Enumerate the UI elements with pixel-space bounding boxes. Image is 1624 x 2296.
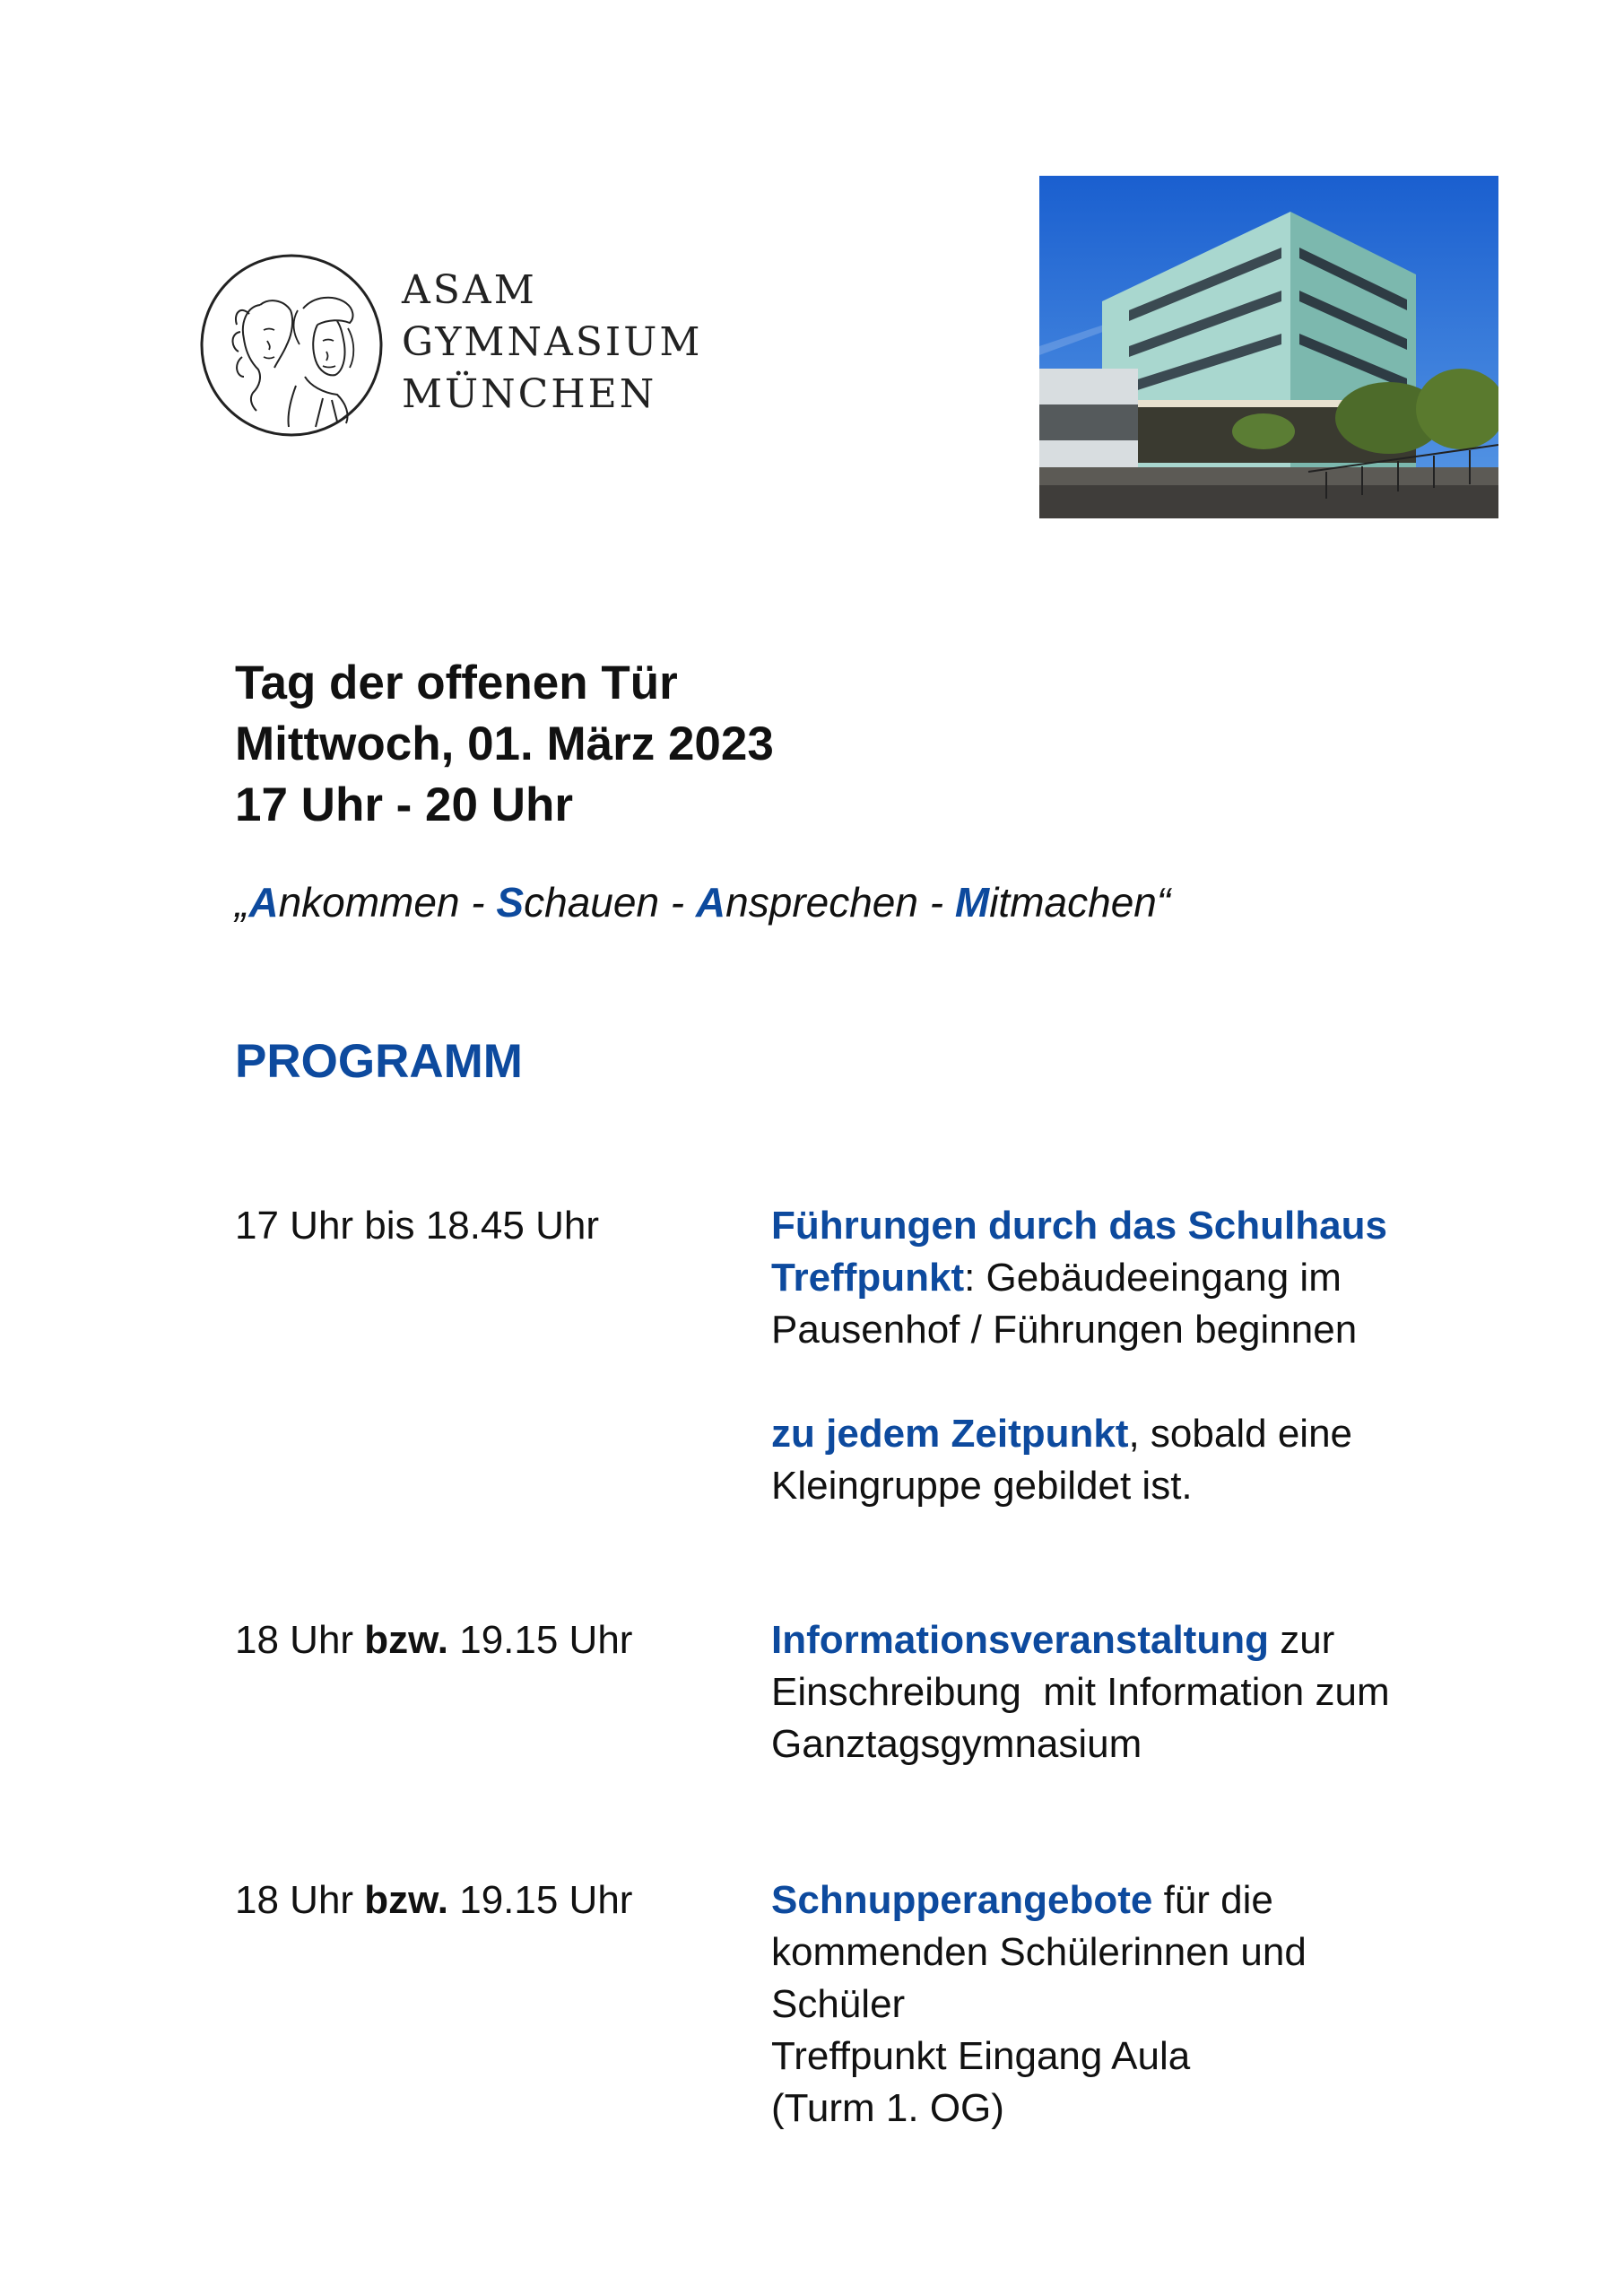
motto [235,877,1170,927]
program-item-1-line-3: Pausenhof / Führungen beginnen [771,1308,1358,1352]
program-item-1-line-2 [771,1252,1507,1304]
program-item-2-time-or: bzw. [364,1618,448,1662]
program-item-1-meeting-label: Treffpunkt [771,1256,965,1300]
program-item-3-time-start: 18 Uhr [235,1878,365,1922]
program-item-1-line-5: Kleingruppe gebildet ist. [771,1464,1193,1508]
event-header [235,653,774,836]
motto-separator: - [917,879,955,926]
motto-word-4: itmachen [989,879,1157,926]
program-item-1-time: 17 Uhr bis 18.45 Uhr [235,1204,599,1248]
motto-initial-1: A [248,879,279,926]
program-item-2-title: Informationsveranstaltung [771,1618,1269,1662]
program-item-1-anytime-label: zu jedem Zeitpunkt [771,1412,1129,1456]
motto-initial-4: M [954,879,990,926]
event-date: Mittwoch, 01. März 2023 [235,718,774,770]
school-building-photo [1039,176,1498,518]
motto-word-3: nsprechen [725,879,918,926]
motto-word-1: nkommen [278,879,460,926]
program-heading: PROGRAMM [235,1035,523,1088]
motto-initial-3: A [695,879,726,926]
motto-open-quote: „ [235,879,249,926]
program-item-3-line-1 [771,1874,1507,1926]
program-item-2-description [771,1614,1507,1770]
program-item-2-time [235,1614,632,1666]
program-item-1-line-4 [771,1408,1507,1460]
logo-line-2: GYMNASIUM [402,319,703,365]
motto-word-2: chauen [524,879,660,926]
program-item-1-description [771,1200,1507,1512]
program-item-3-title-rest: für die [1152,1878,1273,1922]
program-item-2-time-start: 18 Uhr [235,1618,365,1662]
motto-initial-2: S [496,879,525,926]
program-item-1-anytime-text: , sobald eine [1128,1412,1353,1456]
program-item-3-line-4: Treffpunkt Eingang Aula [771,2034,1191,2078]
logo-emblem-icon [197,251,386,439]
event-time: 17 Uhr - 20 Uhr [235,778,574,831]
program-item-3-time [235,1874,632,1926]
program-item-3-title: Schnupperangebote [771,1878,1153,1922]
program-item-3-time-or: bzw. [364,1878,448,1922]
program-item-2-line-1 [771,1614,1507,1666]
logo-wordmark [402,265,702,421]
program-item-2-title-rest: zur [1268,1618,1335,1662]
program-item-2-line-3: Ganztagsgymnasium [771,1722,1142,1766]
program-item-1-meeting-text: : Gebäudeeingang im [964,1256,1342,1300]
motto-separator: - [659,879,696,926]
program-item-2-time-end: 19.15 Uhr [448,1618,633,1662]
motto-close-quote: “ [1156,879,1171,926]
program-item-3-line-3: Schüler [771,1982,906,2026]
logo-line-3: MÜNCHEN [402,371,657,417]
motto-separator: - [459,879,497,926]
program-item-3-line-2: kommenden Schülerinnen und [771,1930,1307,1974]
program-item-2-line-2: Einschreibung mit Information zum [771,1670,1390,1714]
event-title: Tag der offenen Tür [235,657,678,709]
program-item-3-line-5: (Turm 1. OG) [771,2086,1004,2130]
logo-line-1: ASAM [402,267,537,313]
program-item-3-time-end: 19.15 Uhr [448,1878,633,1922]
program-item-1-title: Führungen durch das Schulhaus [771,1204,1387,1248]
program-item-3-description [771,1874,1507,2135]
